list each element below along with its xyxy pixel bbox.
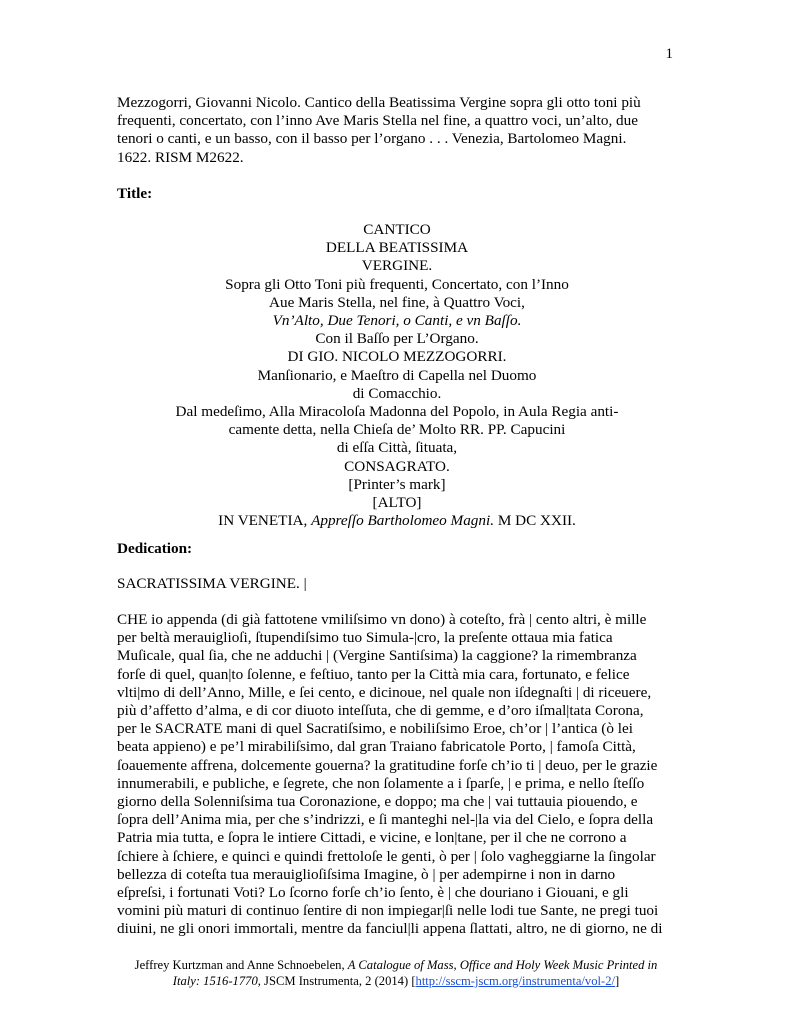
dedication-line: ſopra dell’Anima mia, per che s’indrizzi, e ſi manteghi nel-|la via del Cielo, e ſopra della <box>117 811 654 829</box>
imprint-prefix: IN VENETIA, <box>218 512 312 530</box>
title-line: CONSAGRATO. <box>344 457 450 475</box>
dedication-line: Patria mia tutta, e ſopra le intiere Cittadi, e vicine, e lon|tane, per il che ne corrono a <box>117 829 627 847</box>
title-line: VERGINE. <box>361 257 433 275</box>
imprint-suffix: M DC XXII. <box>494 512 576 530</box>
dedication-line: bellezza di coteſta tua merauiglioſiſsima Imagine, ò | per adempirne i non in darno <box>117 865 616 883</box>
dedication-line: eſpreſsi, i fortunati Voti? Lo ſcorno forſe ch’io ſento, è | che douriano i Giouani, e gli <box>117 884 629 902</box>
dedication-line: vlti|mo di dell’Anno, Mille, e ſei cento, e dicinoue, nel quale non iſdegnaſti | di riceuere, <box>117 683 652 701</box>
page-footer <box>110 958 682 989</box>
dedication-line: vomini più maturi di continuo ſentire di non impiegar|ſi nelle lodi tue Sante, ne pregi tuoi <box>117 902 659 920</box>
title-line-italic: Vn’Alto, Due Tenori, o Canti, e vn Baſſo. <box>272 312 522 330</box>
footer-close-bracket: ] <box>615 973 620 988</box>
page-number: 1 <box>665 46 673 62</box>
title-line: Dal medeſimo, Alla Miracoloſa Madonna del Popolo, in Aula Regia anti- <box>175 403 619 421</box>
dedication-text <box>117 611 682 939</box>
imprint-italic: Appreſſo Bartholomeo Magni. <box>311 512 495 530</box>
dedication-line: forſe di quel, quan|to ſolenne, e feſtiuo, tanto per la Città mia cara, fortunato, e felice <box>117 665 630 683</box>
bibliographic-citation <box>117 94 677 167</box>
citation-line: frequenti, concertato, con l’inno Ave Maris Stella nel fine, a quattro voci, un’alto, due <box>117 112 638 130</box>
dedication-line: per le SACRATE mani di quel Sacratiſsimo, e nobiliſsimo Eroe, ch’or | l’antica (ò lei <box>117 720 633 738</box>
dedication-line: CHE io appenda (di già fattotene vmiliſsimo vn dono) à coteſto, frà | cento altri, è mille <box>117 611 647 628</box>
footer-journal: , JSCM Instrumenta, 2 (2014) [ <box>257 973 416 988</box>
footer-url-link[interactable]: http://sscm-jscm.org/instrumenta/vol-2/ <box>415 973 616 988</box>
footer-line-2 <box>110 974 682 990</box>
citation-line: tenori o canti, e un basso, con il basso per l’organo . . . Venezia, Bartolomeo Magni. <box>117 130 627 148</box>
title-line: Aue Maris Stella, nel fine, à Quattro Voci, <box>269 293 525 311</box>
title-line: [Printer’s mark] <box>348 475 446 493</box>
dedication-line: Muſicale, qual ſia, che ne adduchi | (Vergine Santiſsima) la caggione? la rimembranza <box>117 647 637 665</box>
dedication-line: giorno della Solenniſsima tua Coronazione, e doppo; ma che | vai tuttauia piouendo, e <box>117 793 638 811</box>
title-line: di eſſa Città, ſituata, <box>336 439 458 457</box>
title-line: camente detta, nella Chieſa de’ Molto RR. PP. Capucini <box>228 421 566 439</box>
dedication-opening: SACRATISSIMA VERGINE. | <box>117 575 307 592</box>
title-line: DI GIO. NICOLO MEZZOGORRI. <box>287 348 507 366</box>
dedication-line: innumerabili, e publiche, e ſegrete, che non ſolamente a i ſparſe, | e prima, e nello ſteſſo <box>117 774 645 792</box>
footer-work-title: A Catalogue of Mass, Office and Holy Week Music Printed in <box>347 958 658 972</box>
dedication-heading: Dedication: <box>117 540 193 557</box>
dedication-line: per beltà merauiglioſi, ſtupendiſsimo tuo Simula-|cro, la preſente ottaua mia fatica <box>117 629 613 647</box>
title-line: Sopra gli Otto Toni più frequenti, Concertato, con l’Inno <box>225 275 569 293</box>
dedication-line: più d’affetto d’alma, e di cor diuoto inteſſuta, che di gemme, e d’oro iſmal|tata Corona, <box>117 702 644 720</box>
title-line: Con il Baſſo per L’Organo. <box>315 330 479 348</box>
title-line: di Comacchio. <box>352 384 442 402</box>
title-line: DELLA BEATISSIMA <box>325 239 469 257</box>
citation-line: Mezzogorri, Giovanni Nicolo. Cantico della Beatissima Vergine sopra gli otto toni più <box>117 94 641 111</box>
dedication-line: ſchiere à ſchiere, e quinci e quindi frettoloſe le genti, ò per | ſolo vagheggiarne la ſingolar <box>117 847 656 865</box>
title-heading: Title: <box>117 185 153 202</box>
footer-line-1 <box>110 958 682 974</box>
title-page-transcription <box>117 221 677 530</box>
dedication-line: diuini, ne gli onori immortali, mentre da fanciul|li appena ſlattati, altro, ne di giorno, ne di <box>117 920 663 938</box>
footer-work-title-cont: Italy: 1516-1770 <box>172 973 258 988</box>
dedication-line: beata appieno) e pe’l mirabiliſsimo, dal gran Traiano fabricatole Porto, | famoſa Città, <box>117 738 636 756</box>
dedication-line: ſoauemente affrena, dolcemente gouerna? la gratitudine forſe ch’io ti | deuo, per le grazie <box>117 756 658 774</box>
title-line: [ALTO] <box>372 494 422 512</box>
imprint-line <box>117 512 677 530</box>
citation-line: 1622. RISM M2622. <box>117 148 244 166</box>
footer-authors: Jeffrey Kurtzman and Anne Schnoebelen, <box>134 958 348 972</box>
title-line: CANTICO <box>363 221 431 238</box>
title-line: Manſionario, e Maeſtro di Capella nel Duomo <box>257 366 537 384</box>
